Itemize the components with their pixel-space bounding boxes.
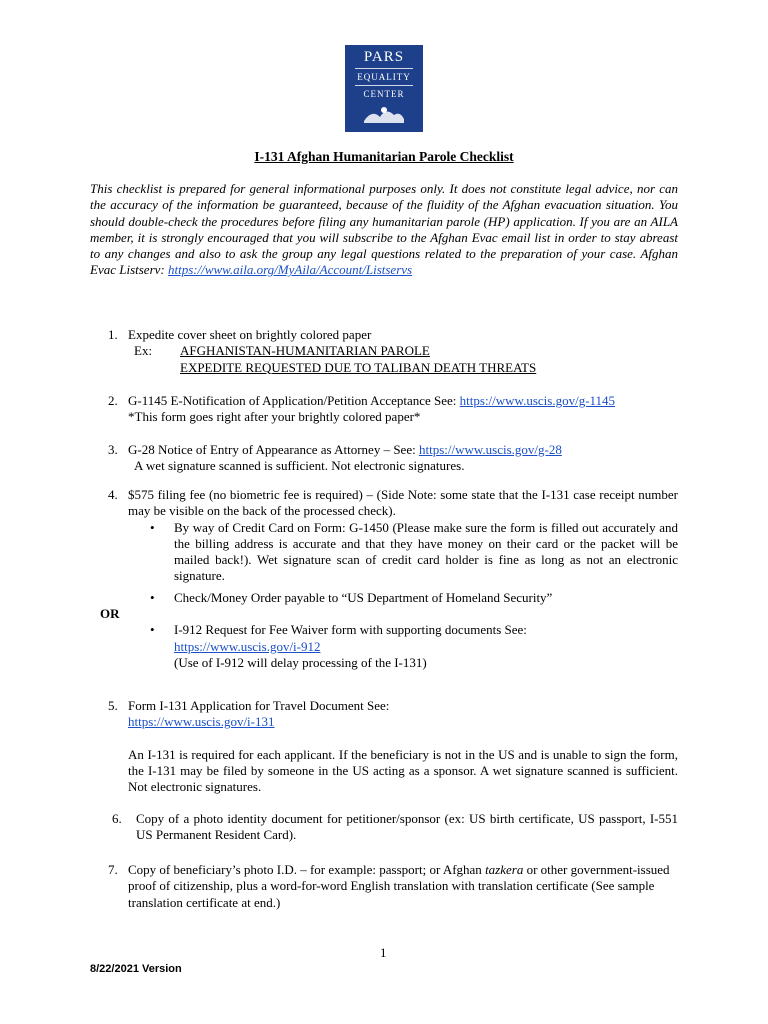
listserv-link[interactable]: https://www.aila.org/MyAila/Account/Listservs bbox=[167, 262, 413, 278]
logo-line-equality: EQUALITY bbox=[357, 72, 411, 82]
example-line-2: EXPEDITE REQUESTED DUE TO TALIBAN DEATH THREATS bbox=[180, 359, 537, 375]
checklist-item-4 bbox=[90, 487, 678, 671]
item-text: G-1145 E-Notification of Application/Petition Acceptance See: bbox=[128, 393, 457, 408]
item-note: A wet signature scanned is sufficient. Not electronic signatures. bbox=[134, 458, 465, 474]
item-paragraph: An I-131 is required for each applicant. If the beneficiary is not in the US and is unable to sign the form, the I-131 may be filed by someone in the US acting as a sponsor. A wet signature scanned is sufficient. Not electronic signatures. bbox=[128, 746, 678, 795]
checklist-item-5 bbox=[90, 698, 678, 795]
bullet-text: Check/Money Order payable to “US Department of Homeland Security” bbox=[174, 589, 553, 605]
bullet-fee-waiver bbox=[128, 622, 678, 671]
checklist-item-1 bbox=[90, 327, 678, 376]
item-number: 1. bbox=[108, 327, 118, 342]
i131-link[interactable]: https://www.uscis.gov/i-131 bbox=[128, 714, 275, 730]
g1145-link[interactable]: https://www.uscis.gov/g-1145 bbox=[459, 393, 616, 408]
page-number: 1 bbox=[380, 945, 387, 960]
item-text: Copy of a photo identity document for petitioner/sponsor (ex: US birth certificate, US passport, I-551 US Permanent Resident Card). bbox=[136, 811, 678, 843]
item-text: $575 filing fee (no biometric fee is required) – (Side Note: some state that the I-131 case receipt number may be visible on the back of the processed check). bbox=[128, 487, 678, 519]
bullet-icon: • bbox=[150, 622, 155, 638]
item-text: Form I-131 Application for Travel Document See: bbox=[128, 698, 390, 713]
logo-line-pars: PARS bbox=[363, 49, 405, 65]
bullet-note: (Use of I-912 will delay processing of the I-131) bbox=[174, 654, 427, 670]
checklist-item-6 bbox=[90, 811, 678, 844]
item-number: 2. bbox=[108, 393, 118, 408]
item-number: 6. bbox=[112, 811, 122, 826]
logo-emblem-icon bbox=[362, 103, 406, 125]
item-text: Expedite cover sheet on brightly colored paper bbox=[128, 327, 372, 342]
logo-divider bbox=[355, 68, 413, 69]
example-label: Ex: bbox=[134, 343, 153, 359]
item-text-italic: tazkera bbox=[485, 862, 524, 877]
pars-equality-center-logo bbox=[345, 45, 423, 132]
item-number: 7. bbox=[108, 862, 118, 877]
bullet-icon: • bbox=[150, 519, 155, 535]
item-text: G-28 Notice of Entry of Appearance as Attorney – See: bbox=[128, 442, 416, 457]
checklist-item-7 bbox=[90, 862, 678, 911]
item-number: 4. bbox=[108, 487, 118, 502]
bullet-credit-card bbox=[128, 520, 678, 585]
bullet-text: By way of Credit Card on Form: G-1450 (Please make sure the form is filled out accurately and the billing address is accurate and that they have money on their card or the packet will be mailed back!). Wet signature scan of credit card holder is fine as long as not an electronic signature. bbox=[174, 519, 678, 584]
item-number: 5. bbox=[108, 698, 118, 713]
or-separator: OR bbox=[100, 606, 120, 622]
item-note: *This form goes right after your brightly colored paper* bbox=[128, 409, 421, 425]
logo-divider bbox=[355, 85, 413, 86]
example-block-2 bbox=[134, 360, 678, 376]
disclaimer-paragraph bbox=[90, 181, 678, 279]
example-line-1: AFGHANISTAN-HUMANITARIAN PAROLE bbox=[180, 343, 430, 359]
g28-link[interactable]: https://www.uscis.gov/g-28 bbox=[418, 442, 562, 457]
version-footer: 8/22/2021 Version bbox=[90, 963, 182, 975]
item-text-a: Copy of beneficiary’s photo I.D. – for example: passport; or Afghan bbox=[128, 862, 482, 877]
example-block bbox=[134, 343, 678, 359]
bullet-icon: • bbox=[150, 589, 155, 605]
checklist-item-2 bbox=[90, 393, 678, 426]
checklist-item-3 bbox=[90, 442, 678, 475]
item-text bbox=[128, 862, 678, 911]
bullet-check bbox=[128, 590, 678, 606]
i912-link[interactable]: https://www.uscis.gov/i-912 bbox=[174, 638, 321, 654]
disclaimer-text: This checklist is prepared for general informational purposes only. It does not constitute legal advice, nor can the accuracy of the information be guaranteed, because of the fluidity of the Afghan evacuation situation. You should double-check the procedures before filing any humanitarian parole (HP) application. If you are an AILA member, it is strongly encouraged that you will subscribe to the Afghan Evac email list in order to stay abreast to any changes and also to ask the group any legal questions related to the preparation of your case. Afghan Evac Listserv: bbox=[90, 181, 678, 278]
bullet-text: I-912 Request for Fee Waiver form with supporting documents See: bbox=[174, 622, 527, 638]
page-title: I-131 Afghan Humanitarian Parole Checklist bbox=[254, 149, 514, 164]
item-text-b: or other government-issued proof of citizenship, plus a word-for-word English translation with translation certificate (See sample translation certificate at end.) bbox=[128, 862, 670, 910]
item-number: 3. bbox=[108, 442, 118, 457]
logo-line-center: CENTER bbox=[363, 89, 405, 99]
